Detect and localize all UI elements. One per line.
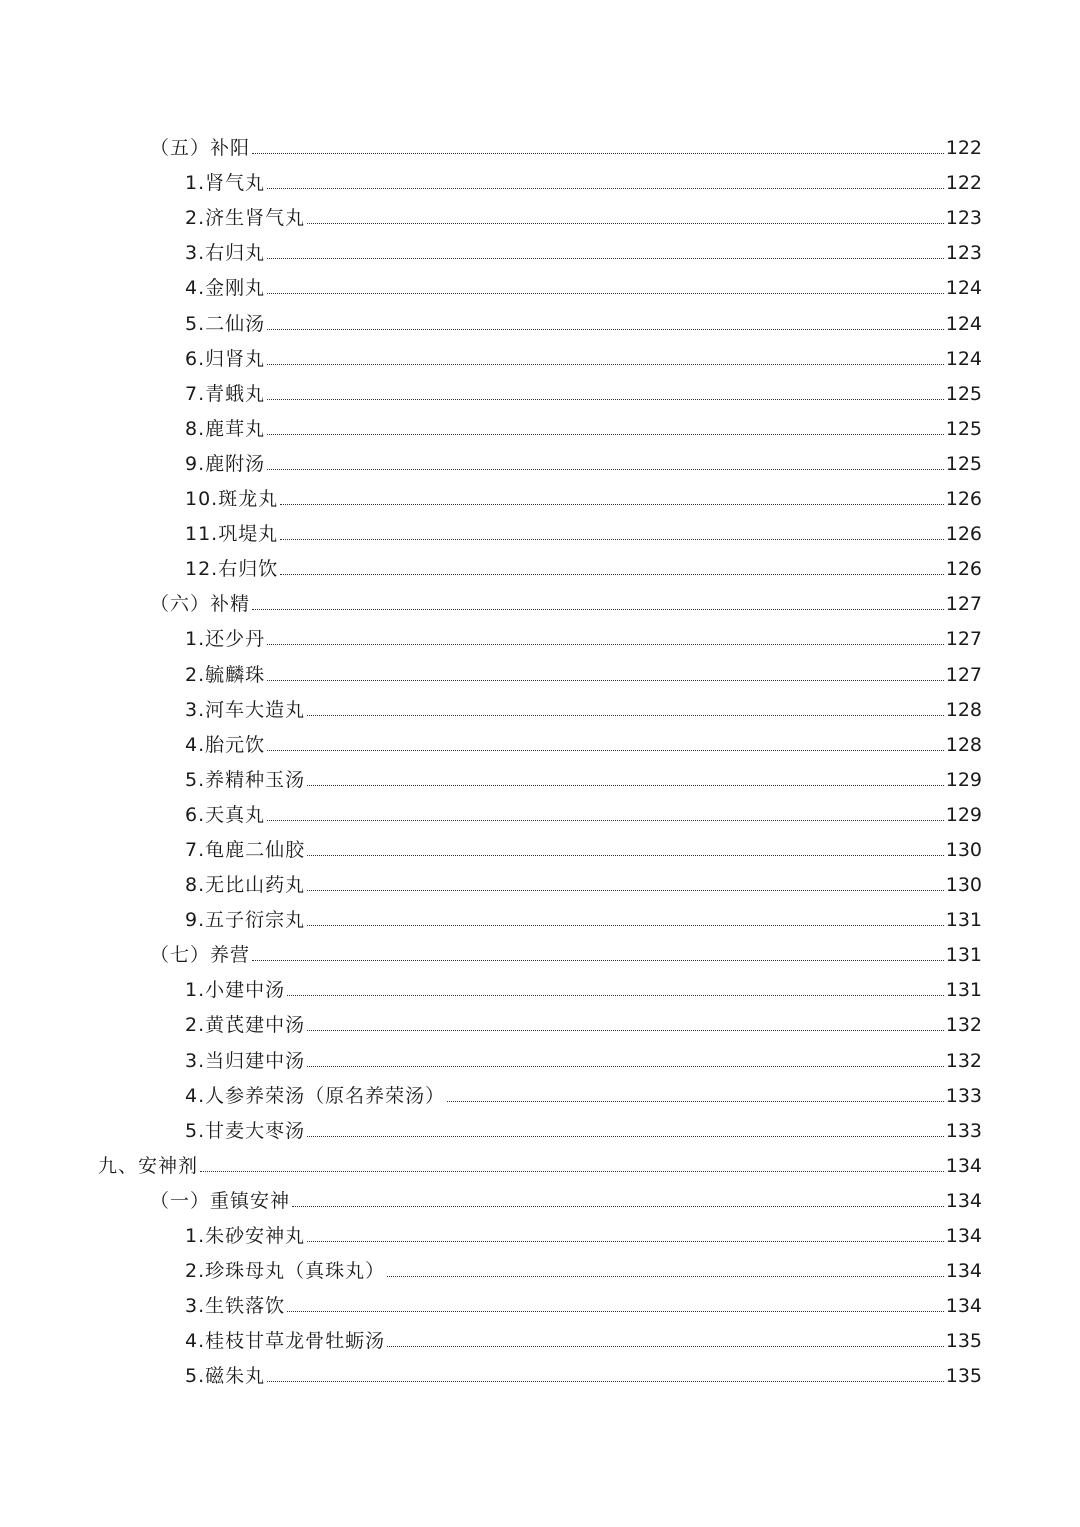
toc-entry-page-number: 126 [945, 488, 982, 511]
toc-entry-page-number: 123 [945, 242, 982, 265]
toc-entry[interactable] [0, 757, 1080, 792]
dot-leader [280, 539, 944, 540]
toc-entry-label: 3.右归丸 [185, 242, 266, 265]
toc-entry[interactable] [0, 1037, 1080, 1072]
dot-leader [252, 960, 944, 961]
dot-leader [267, 258, 944, 259]
toc-entry-label: 8.无比山药丸 [185, 874, 306, 897]
dot-leader [267, 1381, 944, 1382]
toc-entry-page-number: 126 [945, 558, 982, 581]
toc-entry[interactable] [0, 230, 1080, 265]
toc-entry-page-number: 134 [945, 1189, 982, 1212]
toc-entry[interactable] [0, 862, 1080, 897]
toc-entry-page-number: 130 [945, 838, 982, 861]
toc-entry-label: 6.天真丸 [185, 803, 266, 826]
dot-leader [200, 1171, 944, 1172]
toc-entry-page-number: 129 [945, 803, 982, 826]
toc-entry[interactable] [0, 441, 1080, 476]
dot-leader [287, 1311, 944, 1312]
toc-entry[interactable] [0, 1213, 1080, 1248]
dot-leader [280, 504, 944, 505]
toc-entry-page-number: 129 [945, 768, 982, 791]
toc-entry-label: 2.黄芪建中汤 [185, 1014, 306, 1037]
dot-leader [307, 1030, 944, 1031]
toc-entry-page-number: 122 [945, 137, 982, 160]
dot-leader [267, 434, 944, 435]
toc-entry-page-number: 130 [945, 874, 982, 897]
toc-entry[interactable] [0, 160, 1080, 195]
toc-entry-page-number: 132 [945, 1014, 982, 1037]
toc-entry-label: 12.右归饮 [185, 558, 279, 581]
dot-leader [287, 995, 944, 996]
dot-leader [267, 750, 944, 751]
toc-entry-label: 7.青蛾丸 [185, 382, 266, 405]
toc-entry[interactable] [0, 371, 1080, 406]
toc-entry-label: 9.五子衍宗丸 [185, 909, 306, 932]
toc-entry-label: （五）补阳 [150, 137, 251, 160]
toc-entry-label: 4.人参养荣汤（原名养荣汤） [185, 1084, 446, 1107]
toc-entry-page-number: 124 [945, 347, 982, 370]
toc-entry-page-number: 134 [945, 1154, 982, 1177]
dot-leader [267, 644, 944, 645]
dot-leader [267, 293, 944, 294]
toc-entry[interactable] [0, 125, 1080, 160]
dot-leader [267, 680, 944, 681]
dot-leader [267, 329, 944, 330]
toc-entry-label: 1.小建中汤 [185, 979, 286, 1002]
dot-leader [307, 890, 944, 891]
table-of-contents [0, 125, 1080, 1388]
toc-entry-label: 3.河车大造丸 [185, 698, 306, 721]
dot-leader [267, 469, 944, 470]
toc-entry-page-number: 124 [945, 312, 982, 335]
toc-entry[interactable] [0, 1283, 1080, 1318]
toc-entry-label: 4.胎元饮 [185, 733, 266, 756]
toc-entry[interactable] [0, 1073, 1080, 1108]
dot-leader [387, 1276, 944, 1277]
toc-entry-page-number: 125 [945, 452, 982, 475]
toc-entry[interactable] [0, 1002, 1080, 1037]
toc-entry-page-number: 125 [945, 382, 982, 405]
toc-entry-page-number: 135 [945, 1330, 982, 1353]
dot-leader [307, 855, 944, 856]
toc-entry-page-number: 125 [945, 417, 982, 440]
dot-leader [307, 785, 944, 786]
toc-entry-page-number: 127 [945, 663, 982, 686]
toc-entry-page-number: 128 [945, 733, 982, 756]
toc-entry-page-number: 134 [945, 1225, 982, 1247]
dot-leader [447, 1101, 944, 1102]
toc-entry-page-number: 131 [945, 909, 982, 932]
toc-entry[interactable] [0, 827, 1080, 862]
dot-leader [252, 609, 944, 610]
toc-entry[interactable] [0, 1143, 1080, 1178]
toc-entry[interactable] [0, 581, 1080, 616]
toc-entry-label: 4.金刚丸 [185, 277, 266, 300]
toc-entry-label: 2.珍珠母丸（真珠丸） [185, 1260, 386, 1283]
toc-entry-page-number: 126 [945, 523, 982, 546]
toc-entry-label: （一）重镇安神 [150, 1189, 291, 1212]
toc-entry[interactable] [0, 687, 1080, 722]
toc-entry[interactable] [0, 1318, 1080, 1353]
toc-entry-page-number: 134 [945, 1260, 982, 1283]
dot-leader [307, 1241, 944, 1242]
dot-leader [280, 574, 944, 575]
toc-entry[interactable] [0, 616, 1080, 651]
dot-leader [307, 1136, 944, 1137]
toc-entry-page-number: 131 [945, 979, 982, 1002]
toc-entry-label: （六）补精 [150, 593, 251, 616]
toc-entry-page-number: 134 [945, 1295, 982, 1318]
toc-entry-label: 4.桂枝甘草龙骨牡蛎汤 [185, 1330, 386, 1353]
dot-leader [387, 1346, 944, 1347]
toc-entry-label: 1.朱砂安神丸 [185, 1225, 306, 1247]
toc-entry-page-number: 128 [945, 698, 982, 721]
toc-entry[interactable] [0, 722, 1080, 757]
toc-entry-label: 3.当归建中汤 [185, 1049, 306, 1072]
toc-entry-page-number: 123 [945, 207, 982, 230]
toc-entry[interactable] [0, 546, 1080, 581]
toc-entry-page-number: 124 [945, 277, 982, 300]
toc-entry[interactable] [0, 1178, 1080, 1213]
toc-entry-page-number: 131 [945, 944, 982, 967]
toc-entry[interactable] [0, 511, 1080, 546]
toc-entry-label: 11.巩堤丸 [185, 523, 279, 546]
toc-entry[interactable] [0, 1353, 1080, 1388]
toc-entry[interactable] [0, 406, 1080, 441]
toc-entry[interactable] [0, 967, 1080, 1002]
toc-entry-label: 10.斑龙丸 [185, 488, 279, 511]
toc-entry-label: 5.磁朱丸 [185, 1365, 266, 1388]
toc-entry-label: 2.毓麟珠 [185, 663, 266, 686]
toc-entry-label: 3.生铁落饮 [185, 1295, 286, 1318]
toc-entry-label: 2.济生肾气丸 [185, 207, 306, 230]
toc-entry-page-number: 122 [945, 172, 982, 195]
toc-entry[interactable] [0, 476, 1080, 511]
toc-entry-label: 1.肾气丸 [185, 172, 266, 195]
toc-entry-label: 九、安神剂 [98, 1154, 199, 1177]
toc-entry-page-number: 135 [945, 1365, 982, 1388]
toc-entry[interactable] [0, 300, 1080, 335]
dot-leader [307, 1066, 944, 1067]
dot-leader [307, 925, 944, 926]
toc-entry-label: 5.养精种玉汤 [185, 768, 306, 791]
toc-entry-label: （七）养营 [150, 944, 251, 967]
dot-leader [267, 820, 944, 821]
dot-leader [307, 223, 944, 224]
toc-entry[interactable] [0, 897, 1080, 932]
toc-entry-page-number: 132 [945, 1049, 982, 1072]
toc-entry[interactable] [0, 195, 1080, 230]
dot-leader [267, 399, 944, 400]
toc-entry[interactable] [0, 792, 1080, 827]
toc-entry-label: 1.还少丹 [185, 628, 266, 651]
toc-entry-label: 6.归肾丸 [185, 347, 266, 370]
toc-entry-page-number: 127 [945, 593, 982, 616]
toc-entry[interactable] [0, 932, 1080, 967]
dot-leader [307, 715, 944, 716]
toc-entry[interactable] [0, 336, 1080, 371]
dot-leader [267, 188, 944, 189]
toc-entry-label: 8.鹿茸丸 [185, 417, 266, 440]
dot-leader [252, 153, 944, 154]
toc-entry-label: 9.鹿附汤 [185, 452, 266, 475]
dot-leader [267, 364, 944, 365]
toc-entry-label: 5.甘麦大枣汤 [185, 1119, 306, 1142]
toc-entry-page-number: 133 [945, 1084, 982, 1107]
toc-entry-label: 7.龟鹿二仙胶 [185, 838, 306, 861]
toc-entry[interactable] [0, 651, 1080, 686]
toc-entry[interactable] [0, 1108, 1080, 1143]
toc-entry-page-number: 127 [945, 628, 982, 651]
toc-entry[interactable] [0, 1248, 1080, 1283]
toc-entry-page-number: 133 [945, 1119, 982, 1142]
toc-entry-label: 5.二仙汤 [185, 312, 266, 335]
toc-entry[interactable] [0, 265, 1080, 300]
dot-leader [292, 1206, 944, 1207]
